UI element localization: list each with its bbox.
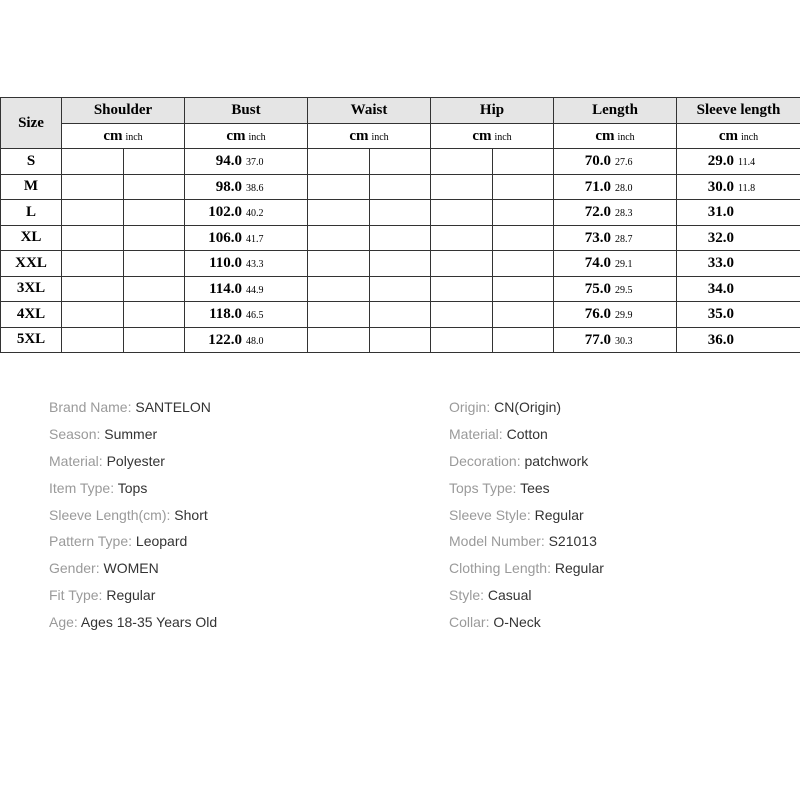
size-table (0, 97, 800, 353)
length-cell (554, 276, 677, 302)
size-label: XL (1, 225, 62, 251)
spec-value: Tees (520, 479, 550, 496)
empty-cell (62, 276, 185, 302)
bust-cell (185, 174, 308, 200)
unit-cm: cm (103, 127, 123, 144)
empty-cell (308, 225, 431, 251)
bust-cell (185, 302, 308, 328)
unit-cm: cm (226, 127, 246, 144)
sleeve-length-cell (677, 327, 800, 353)
bust-cell (185, 327, 308, 353)
spec-label: Pattern Type: (49, 533, 136, 550)
bust-cell (185, 225, 308, 251)
spec-row (49, 450, 217, 477)
sleeve-length-inch: 11.4 (738, 157, 756, 169)
empty-cell (431, 174, 554, 200)
length-cell (554, 225, 677, 251)
unit-cm: cm (349, 127, 369, 144)
bust-cm: 102.0 (208, 204, 242, 221)
bust-cell (185, 149, 308, 175)
table-row (1, 200, 800, 226)
spec-label: Age: (49, 614, 81, 631)
length-cell (554, 327, 677, 353)
sleeve-length-cm: 30.0 (707, 178, 734, 195)
spec-label: Decoration: (449, 452, 525, 469)
size-label: XXL (1, 251, 62, 277)
unit-header (431, 123, 554, 149)
spec-label: Tops Type: (449, 479, 521, 496)
spec-value: Polyester (106, 452, 165, 469)
sleeve-length-cm: 29.0 (707, 153, 734, 170)
spec-row (449, 557, 604, 584)
empty-cell (308, 302, 431, 328)
spec-value: patchwork (524, 452, 589, 469)
table-row (1, 302, 800, 328)
table-row (1, 225, 800, 251)
bust-cm: 94.0 (215, 153, 242, 170)
spec-row (449, 611, 604, 638)
length-cell (554, 200, 677, 226)
empty-cell (62, 149, 185, 175)
spec-row (49, 477, 217, 504)
empty-cell (431, 200, 554, 226)
spec-value: Casual (487, 587, 532, 604)
table-row (1, 174, 800, 200)
spec-value: Short (174, 506, 208, 523)
size-label: 5XL (1, 327, 62, 353)
unit-inch: inch (125, 131, 143, 143)
length-inch: 29.1 (615, 259, 633, 271)
spec-row (449, 504, 604, 531)
sleeve-length-cm: 32.0 (707, 229, 734, 246)
empty-cell (308, 276, 431, 302)
bust-cm: 114.0 (209, 280, 242, 297)
spec-value: CN(Origin) (494, 399, 562, 415)
sleeve-length-header: Sleeve length (677, 98, 800, 124)
spec-label: Model Number: (449, 533, 549, 550)
waist-header: Waist (308, 98, 431, 124)
length-inch: 30.3 (615, 335, 633, 347)
unit-cm: cm (718, 127, 738, 144)
length-inch: 28.0 (615, 182, 633, 194)
spec-label: Sleeve Length(cm): (49, 506, 175, 523)
bust-cell (185, 200, 308, 226)
spec-value: S21013 (548, 533, 597, 550)
empty-cell (308, 251, 431, 277)
bust-cm: 122.0 (208, 331, 242, 348)
bust-inch: 37.0 (246, 157, 264, 169)
bust-cm: 98.0 (215, 178, 242, 195)
spec-row (49, 423, 217, 450)
spec-label: Sleeve Style: (449, 506, 535, 523)
bust-inch: 48.0 (246, 335, 264, 347)
spec-row (49, 584, 217, 611)
spec-value: Cotton (506, 425, 548, 442)
spec-label: Clothing Length: (449, 560, 555, 577)
unit-header (677, 123, 800, 149)
spec-row (49, 396, 217, 423)
bust-cell (185, 276, 308, 302)
length-cm: 77.0 (584, 331, 611, 348)
unit-inch: inch (248, 131, 266, 143)
length-cm: 74.0 (584, 255, 611, 272)
bust-inch: 38.6 (246, 182, 264, 194)
bust-inch: 46.5 (246, 310, 264, 322)
empty-cell (62, 327, 185, 353)
table-row (1, 276, 800, 302)
bust-inch: 41.7 (246, 233, 264, 245)
sleeve-length-cell (677, 149, 800, 175)
table-row (1, 251, 800, 277)
bust-inch: 43.3 (246, 259, 264, 271)
unit-inch: inch (494, 131, 512, 143)
length-cell (554, 149, 677, 175)
bust-cm: 106.0 (208, 229, 242, 246)
spec-label: Gender: (49, 560, 104, 577)
length-inch: 27.6 (615, 157, 633, 169)
length-inch: 29.5 (615, 284, 633, 296)
length-header: Length (554, 98, 677, 124)
size-label: L (1, 200, 62, 226)
size-label: S (1, 149, 62, 175)
length-cm: 73.0 (584, 229, 611, 246)
empty-cell (431, 149, 554, 175)
unit-header-row (1, 123, 800, 149)
empty-cell (431, 251, 554, 277)
empty-cell (62, 225, 185, 251)
spec-label: Fit Type: (49, 587, 107, 604)
spec-row (449, 396, 604, 423)
unit-cm: cm (472, 127, 492, 144)
empty-cell (308, 149, 431, 175)
sleeve-length-cell (677, 200, 800, 226)
spec-label: Origin: (449, 399, 495, 415)
spec-value: Summer (104, 425, 158, 442)
empty-cell (431, 327, 554, 353)
length-cell (554, 251, 677, 277)
spec-value: O-Neck (493, 614, 541, 631)
size-label: 4XL (1, 302, 62, 328)
length-cell (554, 174, 677, 200)
size-chart (0, 97, 800, 353)
unit-inch: inch (617, 131, 635, 143)
unit-inch: inch (371, 131, 389, 143)
spec-label: Material: (49, 452, 107, 469)
sleeve-length-cell (677, 251, 800, 277)
sleeve-length-cm: 35.0 (707, 306, 734, 323)
bust-cm: 118.0 (209, 306, 242, 323)
unit-header (185, 123, 308, 149)
spec-column-right (449, 396, 604, 638)
size-table-body (1, 149, 800, 353)
length-inch: 28.7 (615, 233, 633, 245)
length-cm: 75.0 (584, 280, 611, 297)
sleeve-length-cm: 34.0 (707, 280, 734, 297)
empty-cell (62, 302, 185, 328)
bust-header: Bust (185, 98, 308, 124)
spec-row (449, 450, 604, 477)
spec-row (449, 530, 604, 557)
sleeve-length-cm: 33.0 (707, 255, 734, 272)
spec-label: Season: (49, 425, 105, 442)
empty-cell (62, 174, 185, 200)
bust-inch: 40.2 (246, 208, 264, 220)
spec-label: Brand Name: (49, 399, 136, 415)
spec-column-left (49, 396, 217, 638)
sleeve-length-cell (677, 276, 800, 302)
empty-cell (431, 276, 554, 302)
unit-inch: inch (740, 131, 759, 143)
size-label: M (1, 174, 62, 200)
spec-row (449, 423, 604, 450)
empty-cell (308, 174, 431, 200)
length-cm: 71.0 (584, 178, 611, 195)
spec-value: Regular (534, 506, 584, 523)
empty-cell (62, 251, 185, 277)
empty-cell (431, 225, 554, 251)
length-cm: 70.0 (584, 153, 611, 170)
sleeve-length-cm: 36.0 (707, 331, 734, 348)
empty-cell (308, 200, 431, 226)
sleeve-length-cell (677, 302, 800, 328)
spec-value: WOMEN (103, 560, 159, 577)
spec-value: SANTELON (135, 399, 211, 415)
hip-header: Hip (431, 98, 554, 124)
bust-cm: 110.0 (209, 255, 242, 272)
size-header: Size (1, 98, 62, 149)
length-inch: 28.3 (615, 208, 633, 220)
table-row (1, 149, 800, 175)
unit-header (554, 123, 677, 149)
spec-value: Ages 18-35 Years Old (80, 614, 218, 631)
sleeve-length-cell (677, 174, 800, 200)
empty-cell (308, 327, 431, 353)
empty-cell (62, 200, 185, 226)
spec-row (49, 557, 217, 584)
length-inch: 29.9 (615, 310, 633, 322)
spec-label: Style: (449, 587, 488, 604)
spec-label: Material: (449, 425, 507, 442)
unit-header (62, 123, 185, 149)
spec-row (49, 504, 217, 531)
bust-cell (185, 251, 308, 277)
unit-cm: cm (595, 127, 615, 144)
spec-label: Item Type: (49, 479, 118, 496)
size-label: 3XL (1, 276, 62, 302)
bust-inch: 44.9 (246, 284, 264, 296)
spec-value: Regular (554, 560, 604, 577)
unit-header (308, 123, 431, 149)
length-cell (554, 302, 677, 328)
spec-row (449, 584, 604, 611)
shoulder-header: Shoulder (62, 98, 185, 124)
spec-value: Tops (117, 479, 148, 496)
spec-value: Regular (106, 587, 156, 604)
sleeve-length-inch: 11.8 (738, 182, 756, 194)
spec-row (449, 477, 604, 504)
spec-row (49, 530, 217, 557)
spec-label: Collar: (449, 614, 494, 631)
table-row (1, 327, 800, 353)
empty-cell (431, 302, 554, 328)
spec-value: Leopard (135, 533, 188, 550)
spec-row (49, 611, 217, 638)
length-cm: 72.0 (584, 204, 611, 221)
sleeve-length-cell (677, 225, 800, 251)
table-header-row (1, 98, 800, 124)
sleeve-length-cm: 31.0 (707, 204, 734, 221)
length-cm: 76.0 (584, 306, 611, 323)
